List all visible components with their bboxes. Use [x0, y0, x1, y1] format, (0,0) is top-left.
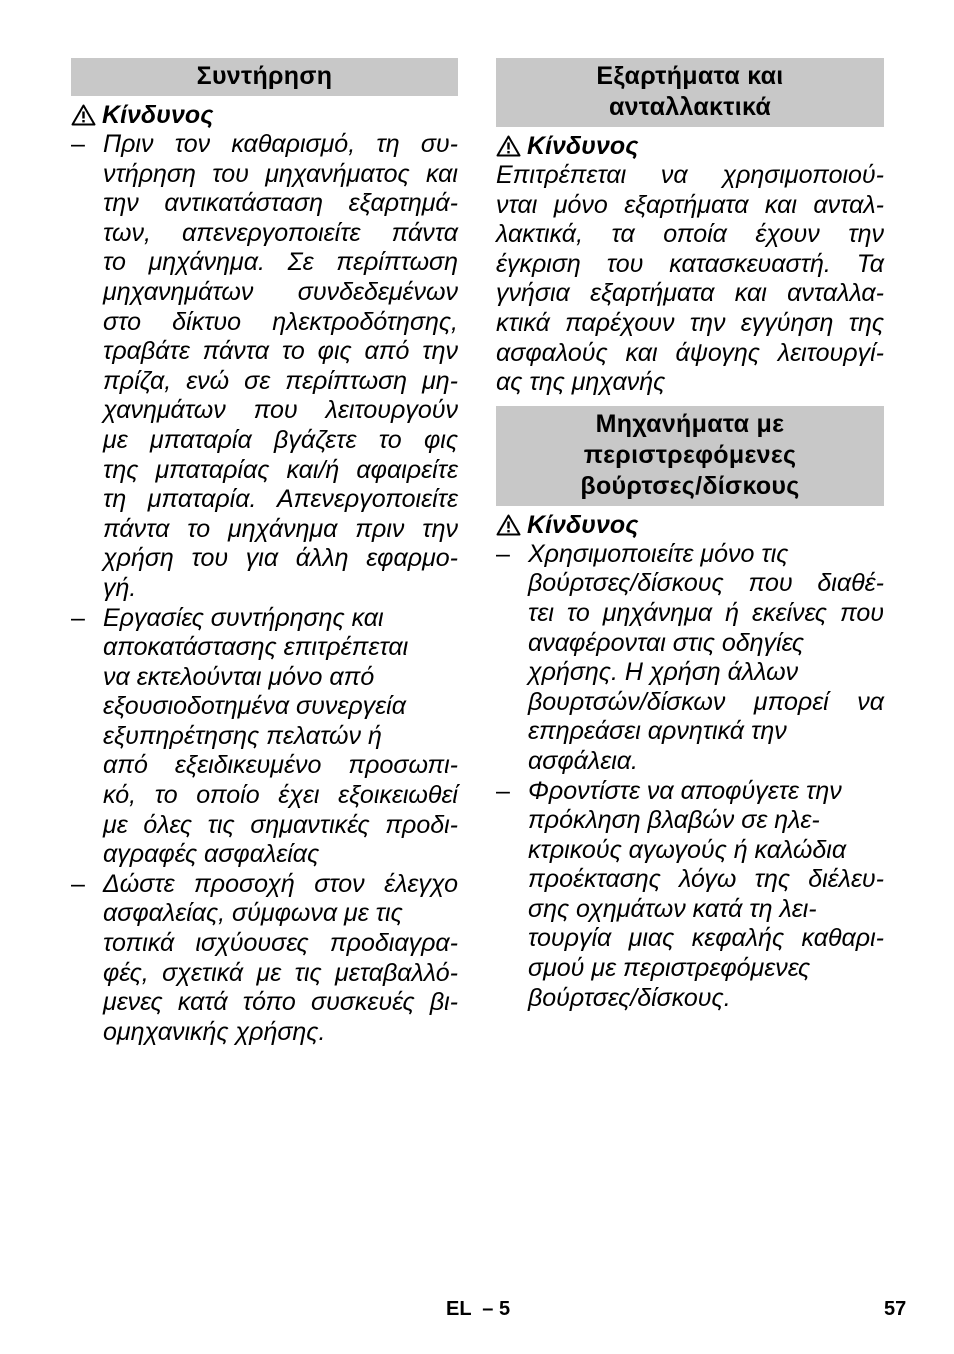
- text-line: σμού με περιστρεφόμενες: [528, 954, 811, 983]
- text-line: προέκτασης λόγω της διέλευ-: [528, 865, 884, 894]
- text-line: χανημάτων που λειτουργούν: [103, 396, 458, 425]
- list-dash: –: [71, 869, 85, 898]
- text-line: ασφαλείας, σύμφωνα με τις: [103, 899, 403, 928]
- text-line: τοπικά ισχύουσες προδιαγρα-: [103, 929, 458, 958]
- text-line: μηχανημάτων συνδεδεμένων: [103, 277, 458, 306]
- text-line: Πριν τον καθαρισμό, τη συ-: [103, 130, 458, 158]
- heading-line: βούρτσες/δίσκους: [580, 471, 800, 500]
- text-line: γνήσια εξαρτήματα και ανταλλα-: [496, 279, 884, 308]
- text-line: Χρησιμοποιείτε μόνο τις: [528, 539, 789, 568]
- text-line: εξυπηρέτησης πελατών ή: [103, 721, 382, 750]
- text-line: γή.: [103, 573, 137, 602]
- text-line: πρίζα, ενώ σε περίπτωση μη-: [103, 366, 458, 395]
- text-line: τη μπαταρία. Απενεργοποιείτε: [103, 485, 458, 514]
- text-line: χρήσης. Η χρήση άλλων: [528, 658, 799, 687]
- text-line: πρόκληση βλαβών σε ηλε-: [528, 806, 820, 835]
- danger-label: Κίνδυνος: [527, 510, 639, 539]
- text-line: βούρτσες/δίσκους που διαθέ-: [528, 569, 884, 598]
- text-line: σης οχημάτων κατά τη λει-: [528, 894, 817, 923]
- text-line: βουρτσών/δίσκων μπορεί να: [528, 687, 884, 716]
- warning-triangle-icon: [71, 104, 96, 126]
- text-line: με μπαταρία βγάζετε το φις: [103, 425, 458, 454]
- text-line: Δώστε προσοχή στον έλεγχο: [103, 869, 458, 898]
- text-line: επηρεάσει αρνητικά την: [528, 717, 787, 746]
- text-line: αναφέρονται στις οδηγίες: [528, 628, 805, 657]
- page-number: 57: [884, 1298, 907, 1320]
- text-line: την αντικατάσταση εξαρτημά-: [103, 189, 458, 218]
- text-line: χρήση του για άλλη εφαρμο-: [103, 544, 458, 573]
- text-line: ντήρηση του μηχανήματος και: [103, 159, 458, 188]
- heading-line: ανταλλακτικά: [608, 93, 772, 121]
- list-item: [496, 540, 884, 777]
- list-dash: –: [71, 603, 85, 632]
- heading-line: Εξαρτήματα και: [596, 62, 784, 90]
- text-line: τραβάτε πάντα το φις από την: [103, 337, 458, 366]
- text-line: φές, σχετικά με τις μεταβαλλό-: [103, 958, 458, 987]
- text-line: έγκριση του κατασκευαστή. Τα: [496, 249, 884, 278]
- section-heading-spare-parts: [496, 58, 884, 127]
- list-dash: –: [496, 776, 510, 805]
- text-line: τει το μηχάνημα ή εκείνες που: [528, 598, 884, 627]
- text-line: ασφαλούς και άψογης λειτουργί-: [496, 338, 884, 367]
- section-heading-rotating-brushes: [496, 406, 884, 506]
- text-line: λακτικά, τα οποία έχουν την: [496, 220, 884, 249]
- list-dash: –: [496, 539, 510, 568]
- text-line: πάντα το μηχάνημα πριν την: [103, 514, 458, 543]
- spare-parts-paragraph: [496, 161, 884, 398]
- text-line: από εξειδικευμένο προσωπι-: [103, 751, 458, 780]
- text-line: κτικά παρέχουν την εγγύηση της: [496, 308, 884, 337]
- danger-notice: [496, 510, 884, 540]
- danger-label: Κίνδυνος: [102, 101, 214, 129]
- text-line: αποκατάστασης επιτρέπεται: [103, 633, 409, 662]
- list-item: [71, 130, 458, 604]
- list-item: [71, 870, 458, 1048]
- text-line: τουργία μιας κεφαλής καθαρι-: [528, 924, 884, 953]
- text-line: ασφάλεια.: [528, 746, 638, 775]
- right-column: [496, 58, 884, 1013]
- text-line: των, απενεργοποιείτε πάντα: [103, 218, 458, 247]
- footer-language-page: EL – 5: [446, 1298, 511, 1320]
- heading-line: Μηχανήματα με: [595, 409, 785, 438]
- danger-label: Κίνδυνος: [527, 132, 639, 160]
- text-line: ομηχανικής χρήσης.: [103, 1017, 326, 1046]
- text-line: βούρτσες/δίσκους.: [528, 983, 731, 1012]
- list-dash: –: [71, 130, 85, 158]
- maintenance-list: [71, 130, 458, 1047]
- text-line: μενες κατά τόπο συσκευές βι-: [103, 988, 458, 1017]
- text-line: κτρικούς αγωγούς ή καλώδια: [528, 835, 847, 864]
- list-item: [496, 777, 884, 1014]
- text-line: Φροντίστε να αποφύγετε την: [528, 776, 842, 805]
- text-line: της μπαταρίας και/ή αφαιρείτε: [103, 455, 458, 484]
- text-line: νται μόνο εξαρτήματα και ανταλ-: [496, 190, 884, 219]
- text-line: στο δίκτυο ηλεκτροδότησης,: [103, 307, 458, 336]
- left-column: [71, 58, 458, 1047]
- warning-triangle-icon: [496, 514, 521, 536]
- text-line: το μηχάνημα. Σε περίπτωση: [103, 248, 458, 277]
- text-line: αγραφές ασφαλείας: [103, 840, 320, 869]
- text-line: να εκτελούνται μόνο από: [103, 662, 375, 691]
- heading-line: περιστρεφόμενες: [583, 440, 797, 469]
- danger-notice: [496, 131, 884, 161]
- text-line: εξουσιοδοτημένα συνεργεία: [103, 692, 406, 721]
- text-line: με όλες τις σημαντικές προδι-: [103, 810, 458, 839]
- section-heading-maintenance: Συντήρηση: [71, 58, 458, 96]
- list-item: [71, 604, 458, 870]
- text-line: Επιτρέπεται να χρησιμοποιού-: [496, 161, 884, 189]
- rotating-brushes-list: [496, 540, 884, 1014]
- text-line: κό, το οποίο έχει εξοικειωθεί: [103, 781, 458, 810]
- warning-triangle-icon: [496, 135, 521, 157]
- text-line: ας της μηχανής: [496, 368, 666, 397]
- text-line: Εργασίες συντήρησης και: [103, 603, 384, 632]
- danger-notice: [71, 100, 458, 130]
